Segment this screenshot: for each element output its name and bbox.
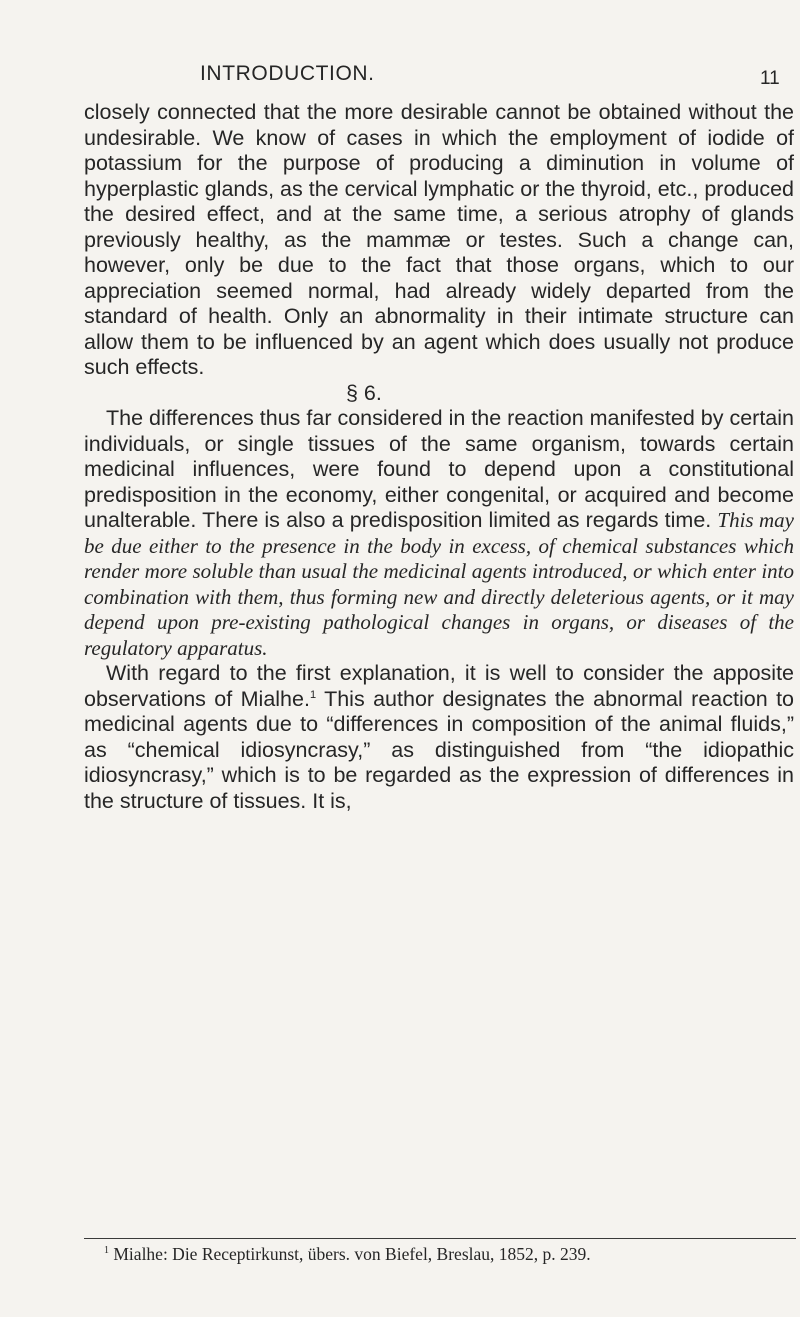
paragraph-2 (84, 406, 794, 661)
footnote (104, 1244, 794, 1265)
body-text (84, 100, 794, 814)
footnote-reference: 1 (309, 688, 317, 701)
paragraph-3-start: With regard to the first explanation, it is well to consider the apposite observations of Mialhe. (84, 661, 794, 711)
page-number: 11 (760, 68, 780, 89)
footnote-marker: 1 (104, 1245, 109, 1257)
paragraph-1: closely connected that the more desirable cannot be obtained without the undesirable. We know of cases in which the employment of iodide of potassium for the purpose of producing a diminution in volume of hyperplastic glands, as the cervical lymphatic or the thyroid, etc., produced the desired effect, and at the same time, a serious atrophy of glands previously healthy, as the mammæ or testes. Such a change can, however, only be due to the fact that those organs, which to our appreciation seemed normal, had already widely departed from the standard of health. Only an abnormality in their intimate structure can allow them to be influenced by an agent which does usually not produce such effects. (84, 100, 794, 379)
running-head: INTRODUCTION. (200, 62, 375, 85)
paragraph-2-italic: This may be due either to the presence in the body in excess, of chemical substances which render more soluble than usual the medicinal agents introduced, or which enter into combination with them, thus forming new and directly deleterious agents, or it may depend upon pre-existing pathological changes in organs, or diseases of the regulatory apparatus. (84, 508, 794, 660)
paragraph-3-end: This author designates the abnormal reaction to medicinal agents due to “differences in composition of the animal fluids,” as “chemical idiosyncrasy,” as distinguished from “the idiopathic idiosyncrasy,” which is to be regarded as the expression of differences in the structure of tissues. It is, (84, 686, 794, 813)
paragraph-2-roman: The differences thus far considered in the reaction manifested by certain individuals, or single tissues of the same organism, towards certain medicinal influences, were found to depend upon a constitutional predisposition in the economy, either congenital, or acquired and become unalterable. There is also a predisposition limited as regards time. (84, 406, 794, 532)
footnote-divider (84, 1238, 796, 1239)
section-heading: § 6. (346, 380, 382, 405)
paragraph-3 (84, 661, 794, 814)
footnote-text: Mialhe: Die Receptirkunst, übers. von Biefel, Breslau, 1852, p. 239. (113, 1244, 591, 1264)
